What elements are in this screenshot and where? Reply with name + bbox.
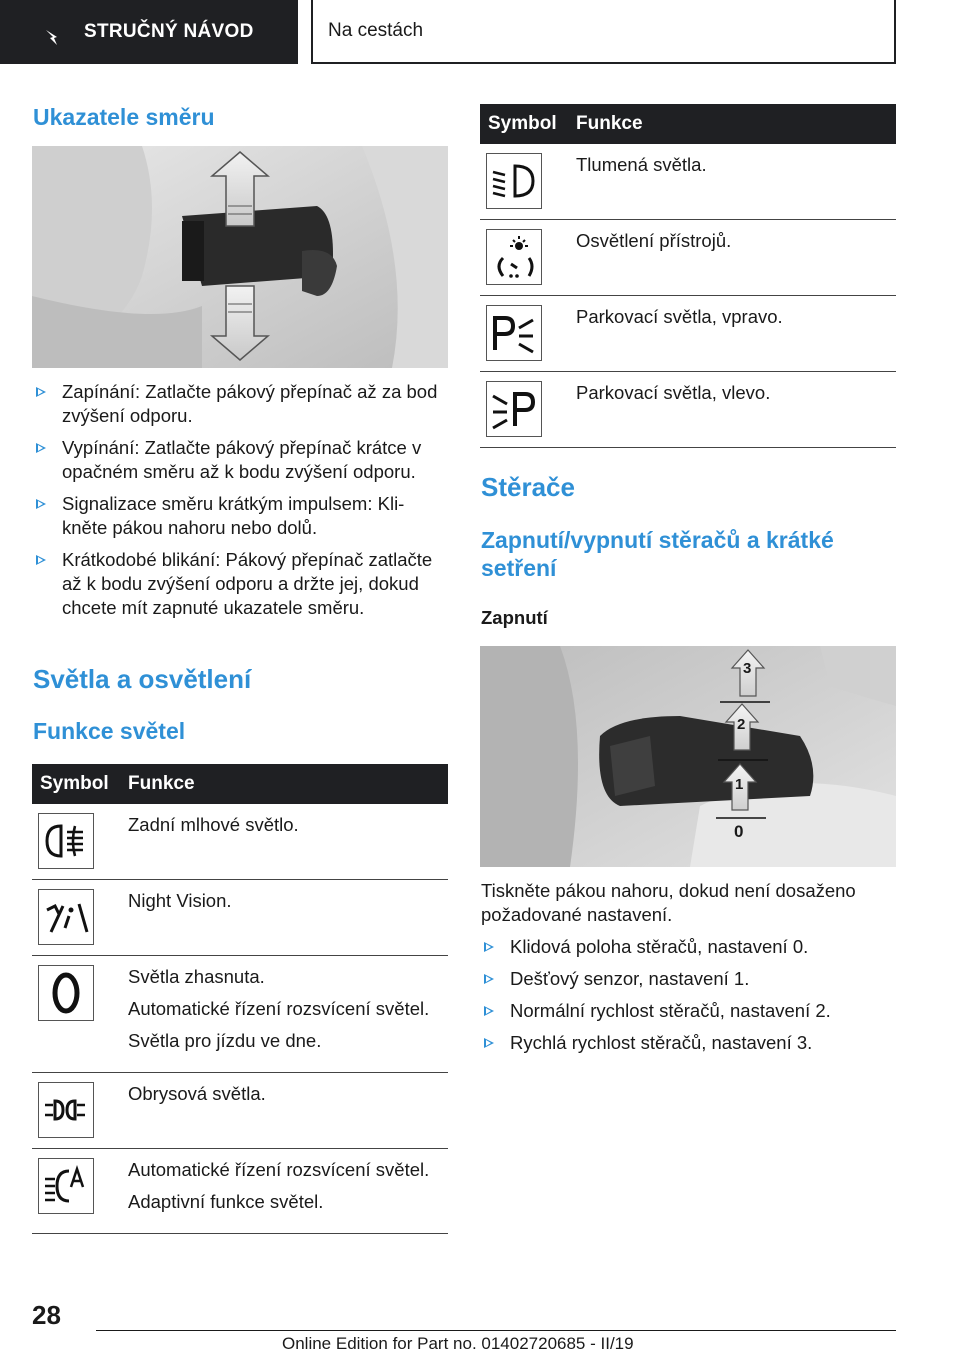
parking-light-right-icon [486, 305, 542, 361]
list-item: Vypínání: Zatlačte pákový přepínač krátce v opačném směru až k bodu zvýšení odporu. [33, 436, 448, 484]
table-row: Obrysová světla. [32, 1073, 448, 1149]
header-section-label: Na cestách [328, 20, 424, 41]
table-header-row [480, 104, 896, 144]
edition-text: Online Edition for Part no. 01402720685 - II/19 [282, 1334, 634, 1353]
bullet-triangle-icon [484, 1038, 494, 1048]
wiper-setting-label-3: 3 [743, 660, 752, 677]
instrument-lighting-icon [486, 229, 542, 285]
wiper-setting-label-1: 1 [735, 776, 744, 793]
lights-heading: Světla a osvětlení [33, 664, 252, 694]
low-beam-icon [486, 153, 542, 209]
parking-lights-icon [38, 1082, 94, 1138]
wiper-setting-label-2: 2 [737, 716, 746, 733]
table-row: Tlumená světla. [480, 144, 896, 220]
footer-divider [96, 1330, 896, 1331]
table-row: Světla zhasnuta. Automatické řízení rozsvícení světel. Světla pro jízdu ve dne. [32, 956, 448, 1073]
parking-light-left-icon [486, 381, 542, 437]
turn-signals-heading: Ukazatele směru [33, 104, 215, 130]
list-item: Zapínání: Zatlačte pákový přepínač až za bod zvýšení odporu. [33, 380, 448, 428]
bullet-triangle-icon [484, 1006, 494, 1016]
list-item: Signalizace směru krátkým impulsem: Kli-kněte pákou nahoru nebo dolů. [33, 492, 448, 540]
table-header-row [32, 764, 448, 804]
wipers-heading: Stěrače [481, 472, 575, 502]
list-item: Normální rychlost stěračů, nastavení 2. [481, 999, 896, 1023]
bullet-triangle-icon [36, 499, 46, 509]
light-symbols-table [480, 104, 896, 448]
header-tab[interactable] [0, 0, 298, 64]
table-row: Night Vision. [32, 880, 448, 956]
bullet-triangle-icon [36, 387, 46, 397]
wiper-intro-text: Tiskněte pákou nahoru, dokud není dosaženo požadované nastavení. [481, 880, 856, 925]
quick-guide-icon [44, 28, 64, 48]
table-row: Parkovací světla, vlevo. [480, 372, 896, 448]
wipers-subheading: Zapnutí/vypnutí stěračů a krátké setření [481, 527, 834, 581]
column-header-symbol: Symbol [32, 764, 120, 804]
light-functions-table [32, 764, 448, 1234]
bullet-triangle-icon [484, 974, 494, 984]
light-functions-heading: Funkce světel [33, 718, 186, 744]
rear-fog-light-icon [38, 813, 94, 869]
column-header-symbol: Symbol [480, 104, 568, 144]
column-header-function: Funkce [568, 104, 896, 144]
header-section [311, 0, 896, 64]
wiper-settings-bullets [481, 935, 896, 1063]
night-vision-icon [38, 889, 94, 945]
table-row: Zadní mlhové světlo. [32, 804, 448, 880]
turn-signal-photo [32, 146, 448, 368]
list-item: Klidová poloha stěračů, nastavení 0. [481, 935, 896, 959]
list-item: Rychlá rychlost stěračů, nastavení 3. [481, 1031, 896, 1055]
switch-on-heading: Zapnutí [481, 607, 548, 628]
wiper-lever-photo [480, 646, 896, 867]
table-row: Parkovací světla, vpravo. [480, 296, 896, 372]
lights-off-zero-icon [38, 965, 94, 1021]
turn-signal-bullets [33, 380, 448, 628]
header-tab-label: STRUČNÝ NÁVOD [84, 21, 254, 42]
wiper-setting-label-0: 0 [734, 822, 744, 841]
bullet-triangle-icon [484, 942, 494, 952]
column-header-function: Funkce [120, 764, 448, 804]
page-number: 28 [32, 1300, 61, 1330]
table-row: Osvětlení přístrojů. [480, 220, 896, 296]
bullet-triangle-icon [36, 555, 46, 565]
auto-headlight-icon [38, 1158, 94, 1214]
list-item: Krátkodobé blikání: Pákový přepínač zatlačte až k bodu zvýšení odporu a držte jej, dokud chcete mít zapnuté ukazatele směru. [33, 548, 448, 620]
bullet-triangle-icon [36, 443, 46, 453]
table-row: Automatické řízení rozsvícení světel. Adaptivní funkce světel. [32, 1149, 448, 1234]
list-item: Dešťový senzor, nastavení 1. [481, 967, 896, 991]
